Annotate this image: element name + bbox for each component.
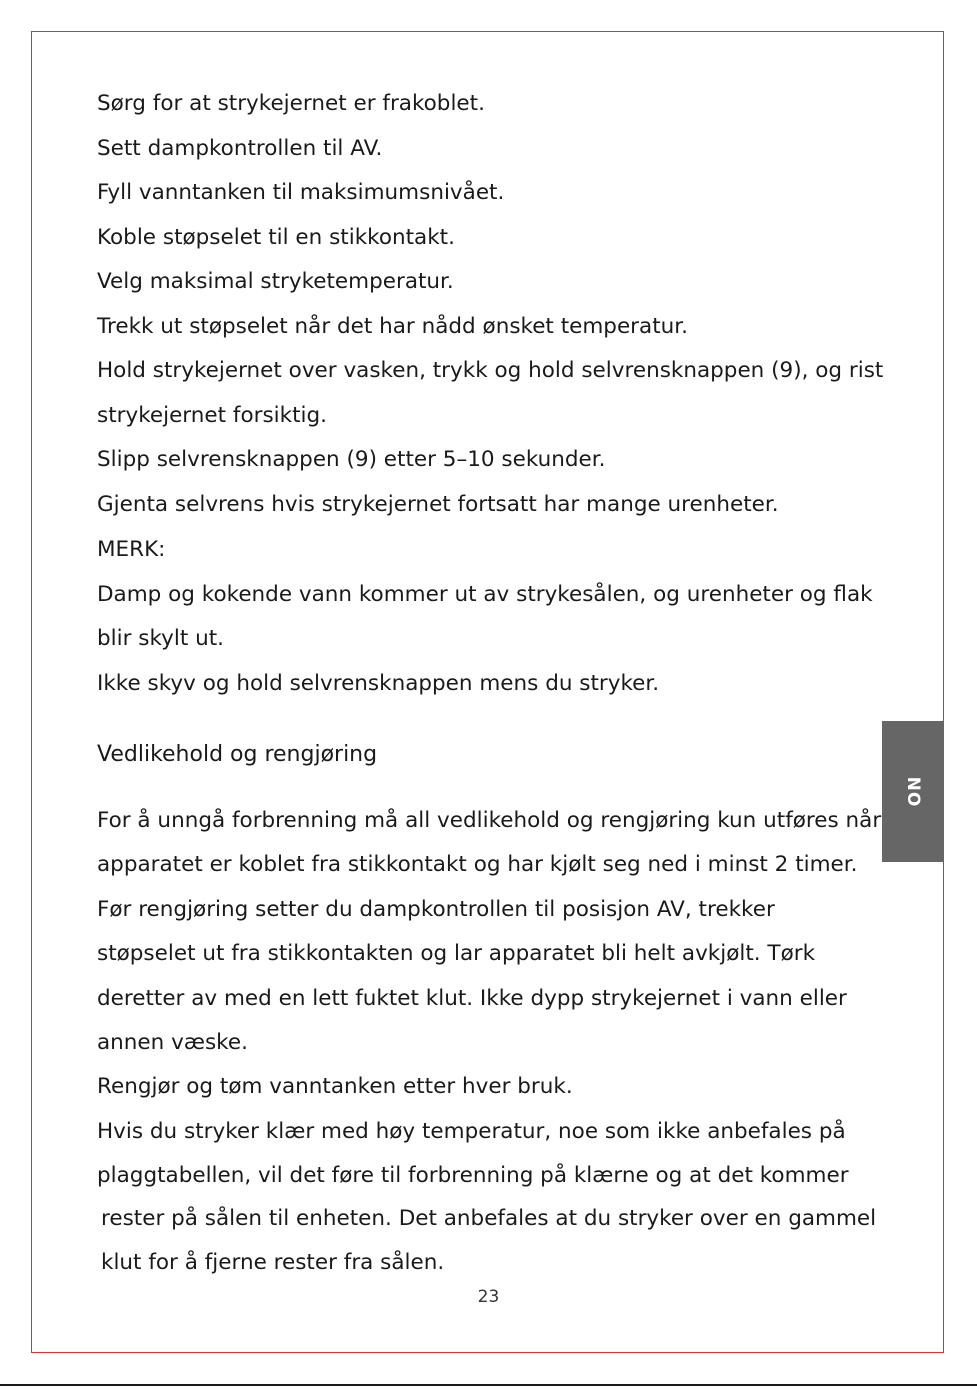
text-line: Trekk ut støpselet når det har nådd ønsket temperatur. (97, 314, 688, 339)
section-heading: Vedlikehold og rengjøring (97, 742, 378, 767)
text-line: rester på sålen til enheten. Det anbefales at du stryker over en gammel (101, 1206, 877, 1231)
bottom-rule (0, 1384, 977, 1386)
text-line: strykejernet forsiktig. (97, 403, 327, 428)
text-line: apparatet er koblet fra stikkontakt og har kjølt seg ned i minst 2 timer. (97, 852, 858, 877)
note-label: MERK: (97, 537, 166, 562)
text-line: Velg maksimal stryketemperatur. (97, 269, 454, 294)
text-line: deretter av med en lett fuktet klut. Ikke dypp strykejernet i vann eller (97, 986, 847, 1011)
text-line: Slipp selvrensknappen (9) etter 5–10 sekunder. (97, 447, 606, 472)
text-line: Gjenta selvrens hvis strykejernet fortsatt har mange urenheter. (97, 492, 779, 517)
text-line: Sørg for at strykejernet er frakoblet. (97, 91, 485, 116)
text-line: Hvis du stryker klær med høy temperatur, noe som ikke anbefales på (97, 1119, 846, 1144)
text-line: Koble støpselet til en stikkontakt. (97, 225, 455, 250)
language-tab-label: NO (903, 776, 923, 807)
text-line: Før rengjøring setter du dampkontrollen til posisjon AV, trekker (97, 897, 775, 922)
text-line: støpselet ut fra stikkontakten og lar apparatet bli helt avkjølt. Tørk (97, 941, 816, 966)
text-line: klut for å fjerne rester fra sålen. (101, 1250, 445, 1275)
text-line: Rengjør og tøm vanntanken etter hver bruk. (97, 1074, 573, 1099)
page-number: 23 (477, 1287, 500, 1307)
text-line: Damp og kokende vann kommer ut av strykesålen, og urenheter og flak (97, 582, 873, 607)
text-line: plaggtabellen, vil det føre til forbrenning på klærne og at det kommer (97, 1163, 849, 1188)
language-tab (882, 721, 944, 862)
text-line: For å unngå forbrenning må all vedlikehold og rengjøring kun utføres når (97, 808, 882, 833)
text-line: Ikke skyv og hold selvrensknappen mens du stryker. (97, 671, 660, 696)
text-line: annen væske. (97, 1030, 248, 1055)
text-line: Hold strykejernet over vasken, trykk og hold selvrensknappen (9), og rist (97, 358, 884, 383)
text-line: Sett dampkontrollen til AV. (97, 136, 383, 161)
text-line: Fyll vanntanken til maksimumsnivået. (97, 180, 505, 205)
text-line: blir skylt ut. (97, 626, 225, 651)
